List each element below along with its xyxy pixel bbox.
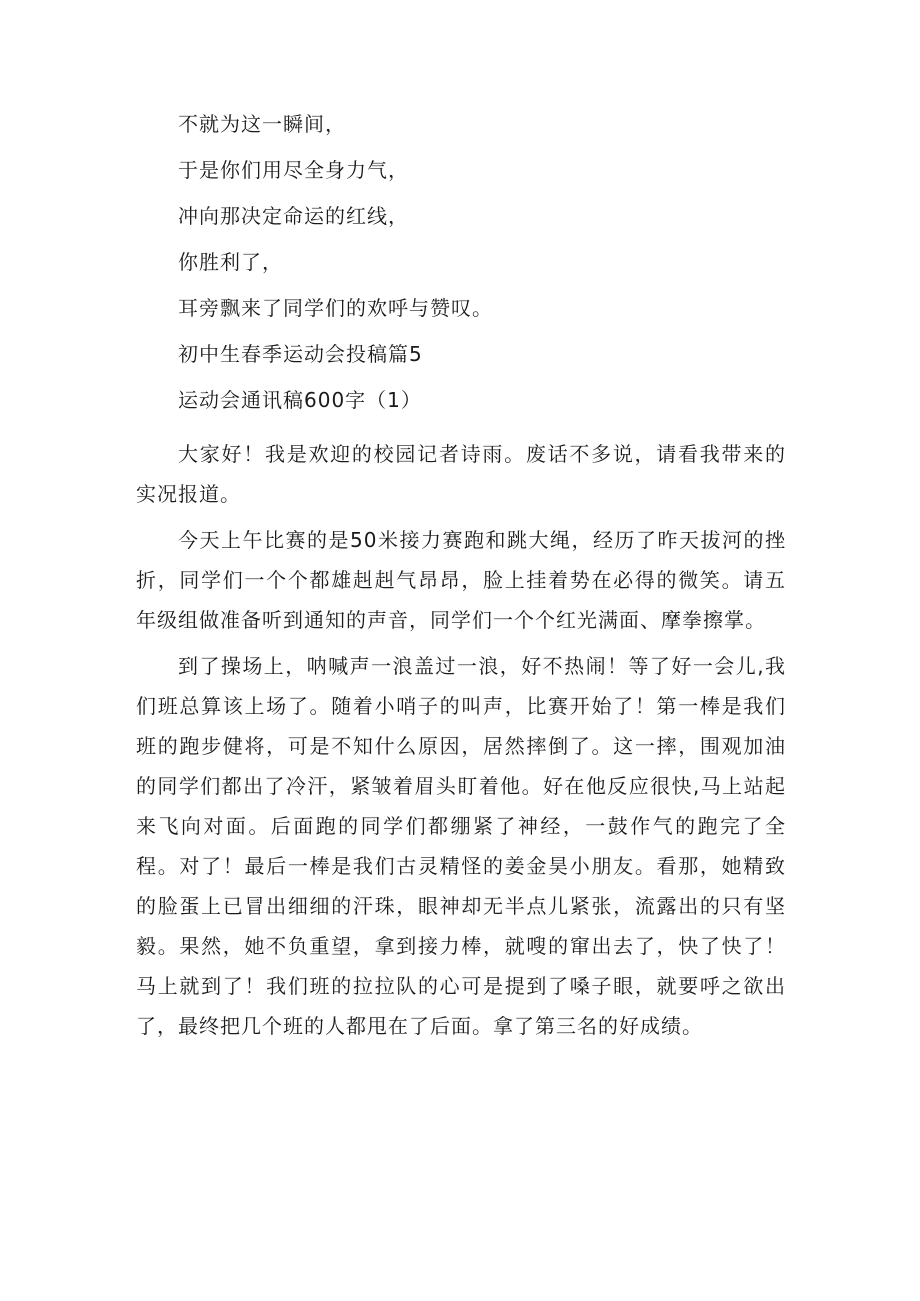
paragraph-relay-race: 到了操场上，呐喊声一浪盖过一浪，好不热闹！等了好一会儿,我们班总算该上场了。随着小哨子的叫声，比赛开始了！第一棒是我们班的跑步健将，可是不知什么原因，居然摔倒了。这一摔，围观加油的同学们都出了冷汗，紧皱着眉头盯着他。好在他反应很快,马上站起来飞向对面。后面跑的同学们都绷紧了神经，一鼓作气的跑完了全程。对了！最后一棒是我们古灵精怪的姜金昊小朋友。看那，她精致的脸蛋上已冒出细细的汗珠，眼神却无半点儿紧张，流露出的只有坚毅。果然，她不负重望，拿到接力棒，就嗖的窜出去了，快了快了！马上就到了！我们班的拉拉队的心可是提到了嗓子眼，就要呼之欲出了，最终把几个班的人都甩在了后面。拿了第三名的好成绩。 — [136, 654, 786, 1038]
section-title: 初中生春季运动会投稿篇5 — [178, 342, 423, 366]
poem-line: 冲向那决定命运的红线， — [178, 204, 409, 228]
poem-line: 你胜利了， — [178, 250, 283, 274]
paragraph-morning-events: 今天上午比赛的是50米接力赛跑和跳大绳，经历了昨天拔河的挫折，同学们一个个都雄赳赳气昂昂，脸上挂着势在必得的微笑。请五年级组做准备听到通知的声音，同学们一个个红光满面、摩拳擦掌。 — [136, 528, 786, 632]
poem-line: 耳旁飘来了同学们的欢呼与赞叹。 — [178, 296, 493, 320]
poem-line: 于是你们用尽全身力气， — [178, 158, 409, 182]
paragraph-intro: 大家好！我是欢迎的校园记者诗雨。废话不多说，请看我带来的实况报道。 — [136, 442, 786, 506]
document-body — [136, 112, 786, 1052]
article-title: 运动会通讯稿600字（1） — [178, 388, 422, 412]
poem-line: 不就为这一瞬间， — [178, 112, 346, 136]
